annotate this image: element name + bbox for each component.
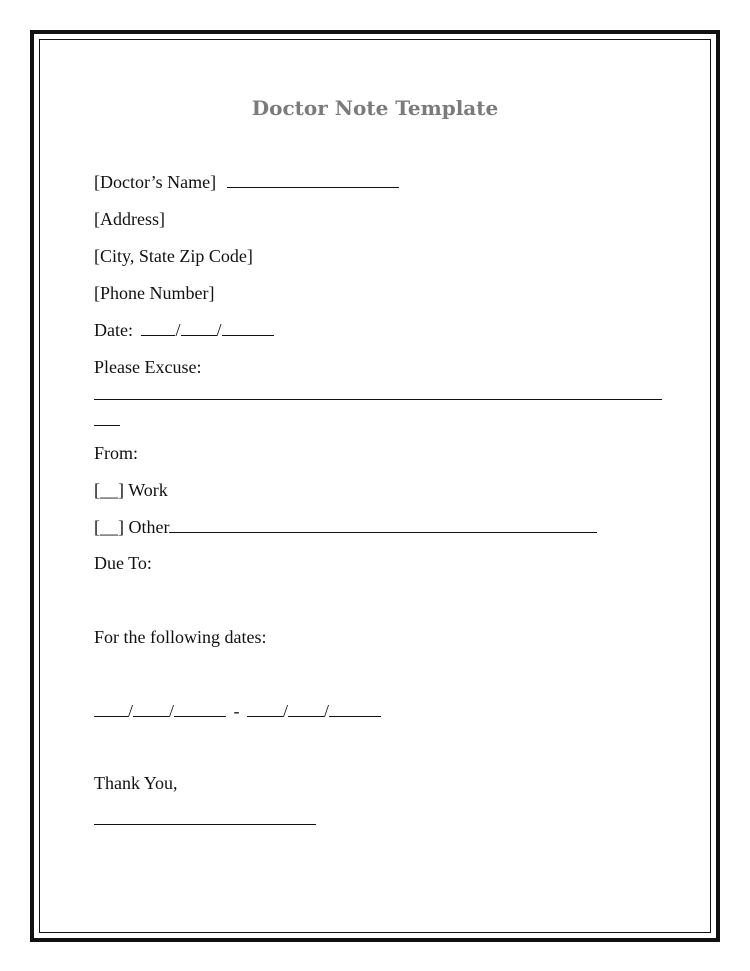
date-separator: / bbox=[283, 701, 289, 721]
please-excuse-blank[interactable] bbox=[94, 399, 662, 400]
date-range-line bbox=[94, 702, 381, 720]
document-title: Doctor Note Template bbox=[251, 96, 499, 120]
other-label: Other bbox=[128, 517, 170, 537]
page-border bbox=[30, 30, 720, 942]
work-option bbox=[94, 481, 168, 499]
other-checkbox[interactable]: [__] bbox=[94, 517, 124, 537]
date-separator: / bbox=[175, 320, 181, 340]
date-line bbox=[94, 321, 274, 339]
other-option bbox=[94, 518, 597, 536]
signature-line[interactable] bbox=[94, 824, 316, 825]
end-day-blank[interactable] bbox=[288, 702, 324, 717]
date-separator: / bbox=[324, 701, 330, 721]
start-month-blank[interactable] bbox=[94, 702, 128, 717]
date-day-blank[interactable] bbox=[181, 321, 217, 336]
work-checkbox[interactable]: [__] bbox=[94, 480, 124, 500]
date-label: Date: bbox=[94, 320, 133, 340]
date-range-dash: - bbox=[233, 701, 240, 721]
doctor-name-blank[interactable] bbox=[227, 173, 399, 188]
inner-border bbox=[39, 39, 711, 933]
other-blank[interactable] bbox=[169, 518, 597, 533]
due-to-label: Due To: bbox=[94, 553, 152, 573]
following-dates-label: For the following dates: bbox=[94, 627, 267, 647]
start-day-blank[interactable] bbox=[133, 702, 169, 717]
date-separator: / bbox=[216, 320, 222, 340]
please-excuse-blank-continued[interactable] bbox=[94, 425, 120, 426]
doctor-name-label: [Doctor’s Name] bbox=[94, 172, 217, 192]
thank-you-text: Thank You, bbox=[94, 773, 178, 793]
doctor-name-line bbox=[94, 173, 399, 191]
phone-line: [Phone Number] bbox=[94, 283, 215, 303]
date-separator: / bbox=[128, 701, 134, 721]
date-year-blank[interactable] bbox=[222, 321, 274, 336]
from-label: From: bbox=[94, 443, 139, 463]
please-excuse-label: Please Excuse: bbox=[94, 357, 202, 377]
end-month-blank[interactable] bbox=[247, 702, 283, 717]
end-year-blank[interactable] bbox=[329, 702, 381, 717]
address-line: [Address] bbox=[94, 209, 165, 229]
date-month-blank[interactable] bbox=[141, 321, 175, 336]
start-year-blank[interactable] bbox=[174, 702, 226, 717]
work-label: Work bbox=[128, 480, 168, 500]
city-state-zip-line: [City, State Zip Code] bbox=[94, 246, 253, 266]
date-separator: / bbox=[169, 701, 175, 721]
